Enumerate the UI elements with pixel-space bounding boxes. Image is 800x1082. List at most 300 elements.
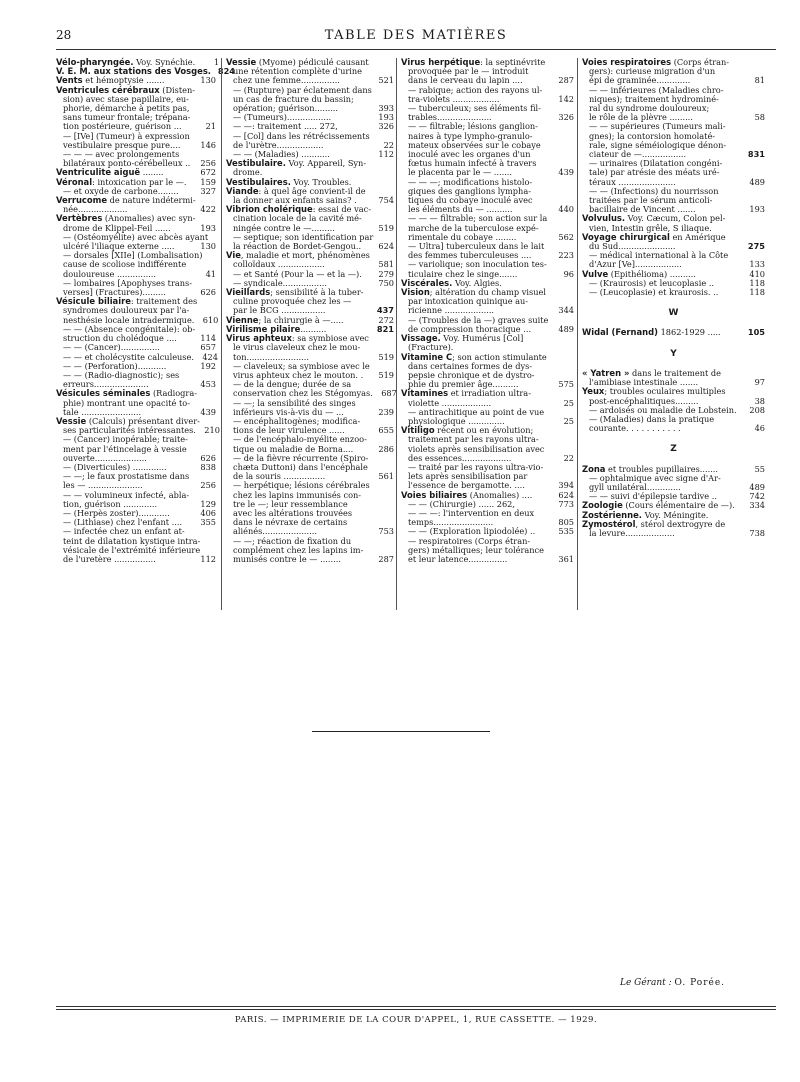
entry-description: — — —; modifications histolo- bbox=[408, 176, 533, 187]
entry-description: (Anomalies) .... bbox=[467, 489, 533, 500]
index-column-4 bbox=[577, 58, 765, 610]
entry-description: — —; réaction de fixation du bbox=[233, 535, 352, 546]
page-reference: 750 bbox=[378, 277, 394, 288]
entry-description: — [IVe] (Tumeur) à expression bbox=[63, 130, 190, 141]
entry-description: marche de la tuberculose expé- bbox=[408, 222, 539, 233]
index-entry bbox=[582, 529, 765, 538]
entry-description: chez une femme............... bbox=[233, 75, 340, 86]
page-reference: 424 bbox=[202, 351, 218, 362]
entry-text bbox=[582, 328, 741, 337]
entry-heading: Véronal bbox=[56, 176, 93, 187]
entry-description: récent ou en évolution; bbox=[434, 425, 534, 436]
entry-description: vésicale de l'extrémité inférieure bbox=[63, 544, 201, 555]
page-reference: 334 bbox=[749, 500, 765, 511]
entry-description: — — (Maladies) ........... bbox=[233, 149, 330, 160]
entry-description: de l'uretère ................ bbox=[63, 553, 156, 564]
entry-description: ticulaire chez le singe....... bbox=[408, 268, 518, 279]
entry-description: ricienne ................... bbox=[408, 305, 495, 316]
entry-description: Voy. Humérus [Col] bbox=[440, 333, 524, 344]
page-reference: 326 bbox=[378, 121, 394, 132]
page-header bbox=[56, 28, 776, 48]
page-reference: 519 bbox=[378, 369, 394, 380]
entry-description: — (Maladies) dans la pratique bbox=[589, 413, 715, 424]
page-reference: 114 bbox=[200, 333, 216, 344]
page-reference: 118 bbox=[749, 287, 765, 298]
entry-description: : sa symbiose avec bbox=[291, 333, 369, 344]
entry-description: — — (Chirurgie) ...... 262, bbox=[408, 498, 515, 509]
page-reference: 831 bbox=[747, 149, 765, 160]
page-reference: 805 bbox=[558, 517, 574, 528]
page-reference: 610 bbox=[202, 314, 219, 325]
entry-description: — — filtrable; lésions ganglion- bbox=[408, 121, 538, 132]
entry-description: ; sensibilité à la tuber- bbox=[270, 287, 364, 298]
entry-description: , stérol dextrogyre de bbox=[635, 518, 726, 529]
entry-description: ral du syndrome douloureux; bbox=[589, 103, 710, 114]
entry-description: complément chez les lapins im- bbox=[233, 544, 364, 555]
page-reference: 21 bbox=[205, 121, 216, 132]
entry-description: l'essence de bergamotte. .... bbox=[408, 480, 525, 491]
entry-description: du Sud...................... bbox=[589, 241, 676, 252]
page-reference: 581 bbox=[378, 259, 394, 270]
entry-description: sans tumeur frontale; trépana- bbox=[63, 112, 191, 123]
entry-heading: Vitamine C bbox=[401, 351, 453, 362]
entry-description: — [Col] dans les rétrécissements bbox=[233, 130, 370, 141]
page-reference: 439 bbox=[200, 406, 216, 417]
entry-description: drome. bbox=[233, 167, 263, 178]
entry-description: conservation chez les Stégomyas. bbox=[233, 388, 373, 399]
signature-line bbox=[620, 978, 725, 988]
entry-description: — encéphalitogènes; modifica- bbox=[233, 415, 361, 426]
entry-description: les éléments du — .......... bbox=[408, 204, 513, 215]
entry-description: dans certaines formes de dys- bbox=[408, 360, 533, 371]
entry-description: — — —: l'intervention en deux bbox=[408, 507, 535, 518]
index-entry bbox=[401, 555, 574, 564]
index-column-3 bbox=[396, 58, 574, 610]
entry-description: — — (Absence congénitale): ob- bbox=[63, 323, 196, 334]
page-reference: 773 bbox=[558, 498, 574, 509]
entry-description: — — suivi d'épilepsie tardive .. bbox=[589, 491, 717, 502]
entry-description: par le BCG ................. bbox=[233, 305, 326, 316]
page-reference: 626 bbox=[200, 452, 216, 463]
page-reference: 275 bbox=[747, 241, 765, 252]
signature-label: Le Gérant : bbox=[620, 978, 672, 988]
page-reference: 657 bbox=[200, 342, 216, 353]
entry-description: ouverte.................... bbox=[63, 452, 147, 463]
page-reference: 112 bbox=[378, 149, 394, 160]
index-entry bbox=[226, 555, 394, 564]
entry-description: physiologique .............. bbox=[408, 415, 505, 426]
entry-description: la donner aux enfants sains? . bbox=[233, 195, 357, 206]
entry-description: — (Troubles de la —) graves suite bbox=[408, 314, 549, 325]
entry-heading: Vieillards bbox=[226, 287, 271, 298]
page-reference: 96 bbox=[563, 268, 574, 279]
entry-description: ; altération du champ visuel bbox=[429, 287, 546, 298]
entry-heading: Vibrion cholérique bbox=[226, 204, 313, 215]
page-reference: 535 bbox=[558, 526, 574, 537]
page-reference: 355 bbox=[200, 517, 216, 528]
entry-description: et troubles pupillaires....... bbox=[605, 463, 718, 474]
entry-description: — —: traitement ..... 272, bbox=[233, 121, 338, 132]
entry-description: gers): curieuse migration d'un bbox=[589, 66, 716, 77]
entry-description: — (Herpès zoster)............ bbox=[63, 507, 170, 518]
entry-description: — — volumineux infecté, abla- bbox=[63, 489, 190, 500]
entry-description: — — (Infections) du nourrisson bbox=[589, 185, 719, 196]
entry-heading: Zymostérol bbox=[582, 518, 636, 529]
page-reference: 208 bbox=[749, 404, 765, 415]
page-reference: 327 bbox=[200, 185, 216, 196]
entry-description: : à quel âge convient-il de bbox=[258, 185, 366, 196]
entry-description: virus aphteux chez le mouton. . bbox=[233, 369, 364, 380]
page-reference: 105 bbox=[747, 327, 765, 338]
entry-description: l'amibiase intestinale ....... bbox=[589, 377, 699, 388]
page-reference: 239 bbox=[378, 406, 394, 417]
entry-description: — et oxyde de carbone........ bbox=[63, 185, 179, 196]
entry-description: tale) par atrésie des méats uré- bbox=[589, 167, 720, 178]
entry-heading: Virus herpétique bbox=[401, 57, 481, 67]
page-reference: 159 bbox=[200, 176, 216, 187]
entry-description: — de la dengue; durée de sa bbox=[233, 379, 352, 390]
entry-heading: Viande bbox=[226, 185, 259, 196]
entry-description: tre le —; leur ressemblance bbox=[233, 498, 348, 509]
entry-heading: Widal (Fernand) bbox=[582, 327, 658, 338]
entry-heading: Vents bbox=[56, 75, 83, 86]
entry-description: 1862-1929 ..... bbox=[657, 327, 721, 338]
entry-heading: Virilisme pilaire bbox=[226, 323, 301, 334]
page-reference: 272 bbox=[378, 314, 394, 325]
entry-heading: Vestibulaire. bbox=[226, 158, 286, 169]
entry-description: verses] (Fractures)......... bbox=[63, 287, 166, 298]
entry-description: temps....................... bbox=[408, 517, 494, 528]
printer-imprint: PARIS. — IMPRIMERIE DE LA COUR D'APPEL, 1, RUE CASSETTE. — 1929. bbox=[234, 1015, 598, 1025]
entry-description: — — (Perforation)........... bbox=[63, 360, 167, 371]
entry-description: ciateur de —................. bbox=[589, 149, 687, 160]
page-reference: 824 bbox=[217, 66, 235, 77]
page-reference: 672 bbox=[200, 167, 216, 178]
entry-description: — (Lithiase) chez l'enfant .... bbox=[63, 517, 183, 528]
entry-description: phie) montrant une opacité to- bbox=[63, 397, 190, 408]
entry-description: — (Diverticules) ............. bbox=[63, 461, 167, 472]
entry-heading: Zona bbox=[582, 463, 606, 474]
page-reference: 41 bbox=[205, 268, 216, 279]
entry-description: d'Azur [Ve].................. bbox=[589, 259, 682, 270]
entry-heading: Voies respiratoires bbox=[582, 57, 672, 67]
page-reference: 118 bbox=[749, 277, 765, 288]
entry-description: giques des ganglions lympha- bbox=[408, 185, 531, 196]
page-reference: 326 bbox=[558, 112, 574, 123]
page-reference: 1 bbox=[214, 57, 220, 67]
page-reference: 193 bbox=[378, 112, 394, 123]
entry-description: pepsie chronique et de dystro- bbox=[408, 369, 535, 380]
page-reference: 410 bbox=[749, 268, 765, 279]
page-reference: 192 bbox=[200, 360, 216, 371]
page-reference: 81 bbox=[754, 75, 765, 86]
page-reference: 210 bbox=[204, 425, 220, 436]
entry-heading: Zostérienne. bbox=[582, 509, 642, 520]
page-reference: 256 bbox=[200, 480, 216, 491]
page-reference: 58 bbox=[754, 112, 765, 123]
entry-description: Voy. Méningite. bbox=[641, 509, 709, 520]
page-reference: 406 bbox=[200, 507, 216, 518]
index-entry bbox=[56, 555, 216, 564]
entry-heading: Voies biliaires bbox=[401, 489, 468, 500]
entry-description: — et Santé (Pour la — et la —). bbox=[233, 268, 362, 279]
page-reference: 561 bbox=[378, 471, 394, 482]
entry-description: erreurs..................... bbox=[63, 379, 149, 390]
entry-heading: Vélo-pharyngée. bbox=[56, 57, 134, 67]
page-reference: 146 bbox=[200, 139, 216, 150]
entry-description: — (Cancer) inopérable; traite- bbox=[63, 434, 188, 445]
entry-description: (Radiogra- bbox=[150, 388, 197, 399]
entry-description: de l'urètre.................. bbox=[233, 139, 324, 150]
entry-description: la réaction de Bordet-Gengou.. bbox=[233, 241, 362, 252]
page-reference: 422 bbox=[200, 204, 216, 215]
page-reference: 753 bbox=[378, 526, 394, 537]
entry-description: des essences................... bbox=[408, 452, 512, 463]
entry-description: naires à type lympho-granulo- bbox=[408, 130, 533, 141]
section-letter: Y bbox=[670, 348, 677, 359]
section-letter: Z bbox=[670, 444, 677, 455]
entry-description: — — — avec prolongements bbox=[63, 149, 180, 160]
entry-description: : traitement des bbox=[130, 296, 198, 307]
entry-description: gnes); la contorsion homolaté- bbox=[589, 130, 716, 141]
entry-description: ton........................ bbox=[233, 351, 309, 362]
index-entry bbox=[582, 288, 765, 297]
entry-description: sion) avec stase papillaire, eu- bbox=[63, 93, 189, 104]
entry-description: téraux ...................... bbox=[589, 176, 676, 187]
entry-description: de nature indétermi- bbox=[107, 195, 196, 206]
page-reference: 55 bbox=[754, 463, 765, 474]
entry-heading: Vertèbres bbox=[56, 213, 103, 224]
entry-description: ningée contre le —......... bbox=[233, 222, 335, 233]
entry-text bbox=[589, 529, 741, 538]
entry-description: tion postérieure, guérison ... bbox=[63, 121, 182, 132]
entry-description: — —; le faux prostatisme dans bbox=[63, 471, 190, 482]
entry-description: violette ................... bbox=[408, 397, 492, 408]
entry-description: — (Kraurosis) et leucoplasie .. bbox=[589, 277, 715, 288]
entry-description: de la souris ................ bbox=[233, 471, 326, 482]
page-reference: 193 bbox=[200, 222, 216, 233]
page-reference: 25 bbox=[563, 397, 574, 408]
entry-description: douloureuse ............... bbox=[63, 268, 156, 279]
entry-description: un cas de fracture du bassin; bbox=[233, 93, 354, 104]
page-reference: 279 bbox=[378, 268, 394, 279]
entry-description: .......... bbox=[300, 323, 327, 334]
page-reference: 344 bbox=[558, 305, 574, 316]
entry-description: une rétention complète d'urine bbox=[233, 66, 363, 77]
entry-description: — lombaires [Apophyses trans- bbox=[63, 277, 193, 288]
entry-description: inoculé avec les organes d'un bbox=[408, 149, 531, 160]
entry-description: Voy. Appareil, Syn- bbox=[285, 158, 367, 169]
entry-heading: Vésicule biliaire bbox=[56, 296, 131, 307]
page-reference: 287 bbox=[558, 75, 574, 86]
page-reference: 193 bbox=[749, 204, 765, 215]
page-reference: 287 bbox=[378, 553, 394, 564]
entry-description: — antirachitique au point de vue bbox=[408, 406, 545, 417]
entry-heading: Vésicules séminales bbox=[56, 388, 151, 399]
entry-description: des femmes tuberculeuses .... bbox=[408, 250, 532, 261]
entry-description: — rabique; action des rayons ul- bbox=[408, 84, 543, 95]
page-reference: 489 bbox=[749, 176, 765, 187]
entry-description: — syndicale................. bbox=[233, 277, 327, 288]
entry-description: tra-violets .................. bbox=[408, 93, 500, 104]
entry-description: et irradiation ultra- bbox=[448, 388, 531, 399]
entry-heading: Ventricules cérébraux bbox=[56, 84, 160, 95]
entry-heading: Volvulus. bbox=[582, 213, 626, 224]
entry-description: mateux observées sur le cobaye bbox=[408, 139, 541, 150]
entry-description: — de l'encéphalo-myélite enzoo- bbox=[233, 434, 367, 445]
entry-description: violets après sensibilisation avec bbox=[408, 443, 545, 454]
entry-description: ulcéré l'iliaque externe ..... bbox=[63, 241, 175, 252]
page-reference: 821 bbox=[376, 323, 394, 334]
page-reference: 393 bbox=[378, 103, 394, 114]
entry-heading: Vitamines bbox=[401, 388, 449, 399]
page-reference: 838 bbox=[200, 461, 216, 472]
entry-description: aliénés..................... bbox=[233, 526, 317, 537]
page-reference: 133 bbox=[749, 259, 765, 270]
entry-description: drome de Klippel-Feil ...... bbox=[63, 222, 171, 233]
entry-description: (Corps étran- bbox=[671, 57, 730, 67]
entry-description: culine provoquée chez les — bbox=[233, 296, 352, 307]
page-number: 28 bbox=[56, 28, 72, 42]
entry-heading: Voyage chirurgical bbox=[582, 231, 670, 242]
entry-description: (Anomalies) avec syn- bbox=[102, 213, 196, 224]
page-reference: 453 bbox=[200, 379, 216, 390]
entry-description: — — (Cancer)............... bbox=[63, 342, 160, 353]
page-reference: 130 bbox=[200, 241, 216, 252]
entry-description: Voy. Algies. bbox=[452, 277, 502, 288]
page-reference: 22 bbox=[383, 139, 394, 150]
entry-description: — — (Exploration lipiodolée) .. bbox=[408, 526, 536, 537]
entry-description: — ardoisés ou maladie de Lobstein. bbox=[589, 404, 737, 415]
entry-description: nesthésie locale intradermique. bbox=[63, 314, 195, 325]
entry-heading: Vision bbox=[401, 287, 430, 298]
page-reference: 129 bbox=[200, 498, 216, 509]
entry-heading: Zoologie bbox=[582, 500, 623, 511]
entry-description: en Amérique bbox=[669, 231, 726, 242]
entry-description: bilatéraux ponto-cérébelleux .. bbox=[63, 158, 191, 169]
entry-heading: Vessie bbox=[56, 415, 87, 426]
page-reference: 38 bbox=[754, 395, 765, 406]
entry-heading: Vestibulaires. bbox=[226, 176, 291, 187]
page-reference: 575 bbox=[558, 379, 574, 390]
entry-heading: Vissage. bbox=[401, 333, 441, 344]
page-reference: 286 bbox=[378, 443, 394, 454]
entry-description: (Disten- bbox=[159, 84, 196, 95]
entry-description: cause de scoliose indifférente bbox=[63, 259, 187, 270]
page-reference: 256 bbox=[200, 158, 216, 169]
page-reference: 22 bbox=[563, 452, 574, 463]
entry-description: cination locale de la cavité mé- bbox=[233, 213, 362, 224]
entry-description: chæta Duttoni) dans l'encéphale bbox=[233, 461, 368, 472]
entry-description: tions de leur virulence ...... bbox=[233, 425, 345, 436]
entry-description: — traité par les rayons ultra-vio- bbox=[408, 461, 544, 472]
entry-description: (Epithélioma) .......... bbox=[608, 268, 696, 279]
entry-description: : intoxication par le —. bbox=[92, 176, 187, 187]
entry-heading: Vie bbox=[226, 250, 241, 261]
entry-description: — — (Radio-diagnostic); ses bbox=[63, 369, 180, 380]
entry-description: dans le cerveau du lapin .... bbox=[408, 75, 523, 86]
page-reference: 361 bbox=[558, 553, 574, 564]
page-reference: 439 bbox=[558, 167, 574, 178]
entry-description: (Cours élémentaire de —). bbox=[622, 500, 735, 511]
entry-description: — — inférieures (Maladies chro- bbox=[589, 84, 724, 95]
page-reference: 25 bbox=[563, 415, 574, 426]
entry-description: chez les lapins immunisés con- bbox=[233, 489, 362, 500]
entry-description: colloïdaux .................. bbox=[233, 259, 325, 270]
entry-description: Voy. Cæcum, Colon pel- bbox=[625, 213, 726, 224]
entry-description: — médical international à la Côte bbox=[589, 250, 729, 261]
footer-rule bbox=[56, 1006, 776, 1007]
entry-description: tique ou maladie de Borna.... bbox=[233, 443, 354, 454]
entry-description: les — ..................... bbox=[63, 480, 143, 491]
entry-description: avec les altérations trouvées bbox=[233, 507, 353, 518]
entry-description: rale, signe séméiologique dénon- bbox=[589, 139, 727, 150]
entry-description: teint de dilatation kystique intra- bbox=[63, 535, 201, 546]
entry-heading: Viscérales. bbox=[401, 277, 453, 288]
signature-name: O. Porée. bbox=[674, 978, 726, 988]
entry-description: Voy. Troubles. bbox=[290, 176, 352, 187]
index-entry bbox=[582, 328, 765, 337]
entry-description: syndromes douloureux par l'a- bbox=[63, 305, 190, 316]
entry-description: (Fracture). bbox=[408, 342, 454, 353]
entry-heading: Vulve bbox=[582, 268, 609, 279]
entry-description: dans le traitement de bbox=[629, 367, 721, 378]
entry-heading: « Yatren » bbox=[582, 367, 630, 378]
page-reference: 130 bbox=[200, 75, 216, 86]
entry-heading: Vessie bbox=[226, 57, 257, 67]
page-reference: 624 bbox=[558, 489, 574, 500]
index-entry bbox=[582, 424, 765, 433]
entry-description: dans le névraxe de certains bbox=[233, 517, 348, 528]
entry-description: — de la fièvre récurrente (Spiro- bbox=[233, 452, 369, 463]
entry-heading: Verrucome bbox=[56, 195, 108, 206]
entry-description: , maladie et mort, phénomènes bbox=[240, 250, 370, 261]
entry-heading: V. E. M. aux stations des Vosges. bbox=[56, 66, 211, 77]
entry-description: (Calculs) présentant diver- bbox=[86, 415, 200, 426]
entry-text bbox=[589, 424, 741, 433]
entry-description: phorie, démarche à petits pas, bbox=[63, 103, 190, 114]
entry-description: ; troubles oculaires multiples bbox=[604, 386, 726, 397]
entry-description: le rôle de la plèvre ......... bbox=[589, 112, 693, 123]
entry-description: — —; la sensibilité des singes bbox=[233, 397, 356, 408]
entry-description: — ophtalmique avec signe d'Ar- bbox=[589, 472, 721, 483]
entry-description: et hémoptysie ....... bbox=[82, 75, 165, 86]
end-separator bbox=[312, 731, 490, 732]
entry-description: opération; guérison......... bbox=[233, 103, 339, 114]
entry-description: — claveleux; sa symbiose avec le bbox=[233, 360, 370, 371]
entry-description: — herpétique; lésions cérébrales bbox=[233, 480, 370, 491]
entry-text bbox=[233, 555, 370, 564]
page-reference: 687 bbox=[381, 388, 397, 399]
page-reference: 142 bbox=[558, 93, 574, 104]
page-reference: 519 bbox=[378, 351, 394, 362]
page-reference: 754 bbox=[378, 195, 394, 206]
entry-description: trables..................... bbox=[408, 112, 492, 123]
entry-description: phie du premier âge.......... bbox=[408, 379, 519, 390]
entry-text bbox=[408, 555, 550, 564]
entry-description: tion, guérison ............. bbox=[63, 498, 158, 509]
entry-description: : essai de vac- bbox=[312, 204, 371, 215]
entry-description: munisés contre le — ........ bbox=[233, 553, 341, 564]
entry-description: — — — filtrable; son action sur la bbox=[408, 213, 548, 224]
entry-text bbox=[63, 555, 192, 564]
entry-description: (Myome) pédiculé causant bbox=[256, 57, 369, 67]
page-reference: 521 bbox=[378, 75, 394, 86]
page-reference: 489 bbox=[749, 481, 765, 492]
page-reference: 97 bbox=[754, 377, 765, 388]
entry-description: — (Tumeurs)................. bbox=[233, 112, 332, 123]
entry-description: gers) métalliques; leur tolérance bbox=[408, 544, 544, 555]
